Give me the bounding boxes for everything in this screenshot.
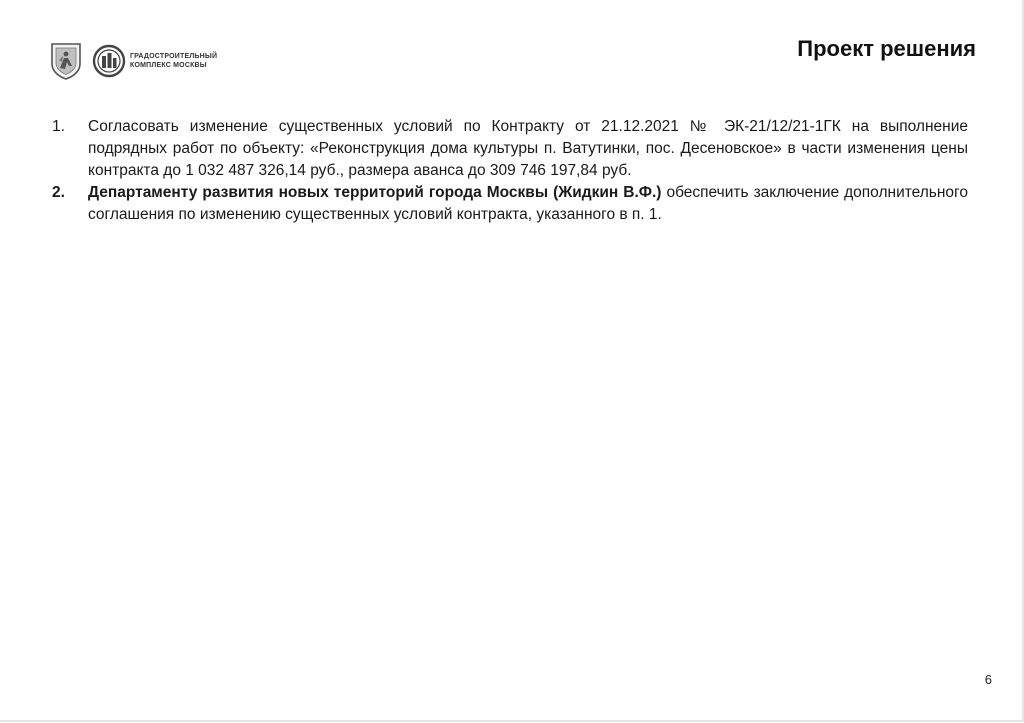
logo-text-line2: КОМПЛЕКС МОСКВЫ bbox=[130, 62, 207, 69]
decision-list bbox=[52, 116, 968, 226]
logo-text-line1: ГРАДОСТРОИТЕЛЬНЫЙ bbox=[130, 53, 218, 60]
list-item-number: 1. bbox=[52, 118, 65, 135]
responsible-department: Департаменту развития новых территорий города Москвы (Жидкин В.Ф.) bbox=[88, 184, 662, 201]
list-item bbox=[52, 116, 968, 182]
list-item-number: 2. bbox=[52, 184, 65, 201]
list-item-text-rest: обеспечить заключение дополнительного соглашения по изменению существенных условий контракта, указанного в п. 1. bbox=[88, 184, 968, 223]
building-complex-logo-icon bbox=[92, 44, 126, 78]
page-number: 6 bbox=[984, 672, 992, 687]
building-complex-logo-text bbox=[130, 52, 217, 70]
list-item-text bbox=[88, 182, 968, 226]
list-item-text: Согласовать изменение существенных условий по Контракту от 21.12.2021 № ЭК-21/12/21-1ГК на выполнение подрядных работ по объекту: «Реконструкция дома культуры п. Ватутинки, пос. Десеновское» в части изменения цены контракта до 1 032 487 326,14 руб., размера аванса до 309 746 197,84 руб. bbox=[88, 118, 968, 179]
building-complex-logo bbox=[92, 44, 217, 78]
list-item bbox=[52, 182, 968, 226]
moscow-coat-of-arms-icon bbox=[50, 42, 82, 80]
page-title: Проект решения bbox=[797, 36, 976, 61]
header-logos bbox=[50, 42, 217, 80]
